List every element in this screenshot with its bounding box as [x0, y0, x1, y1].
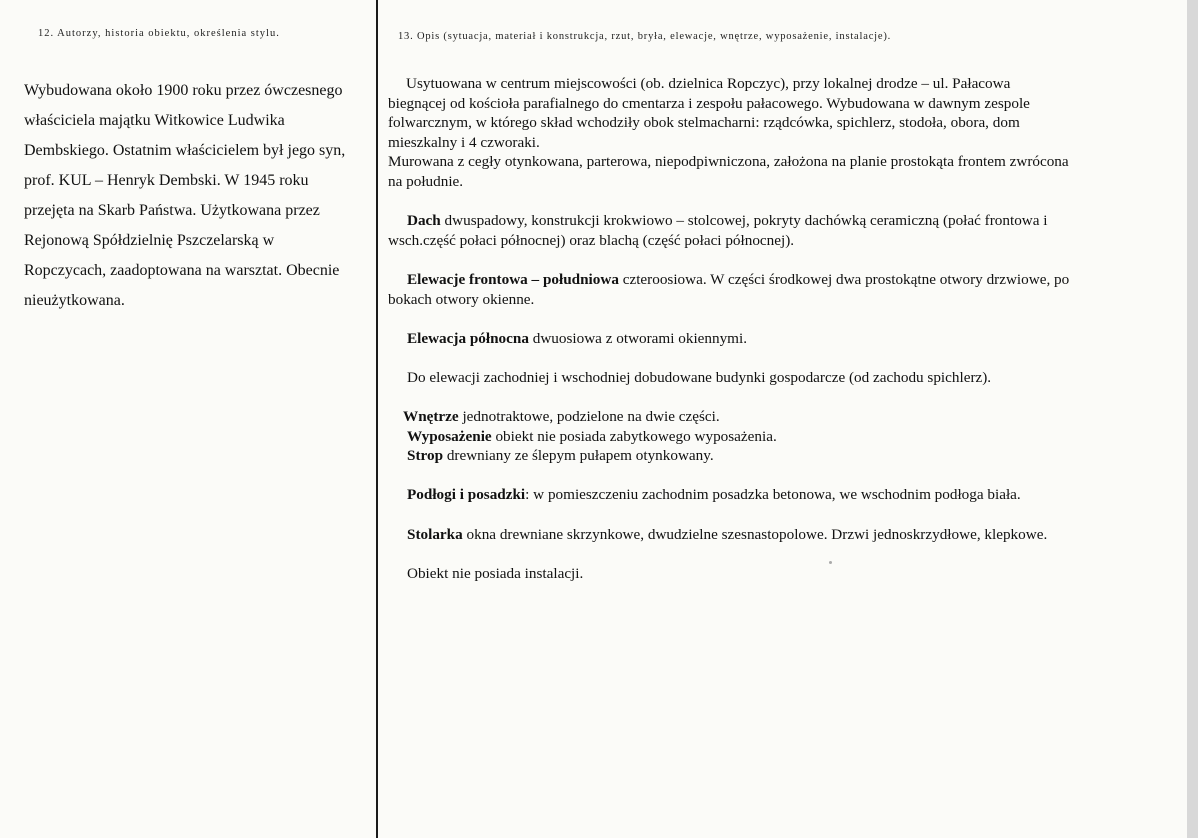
history-line: właściciela majątku Witkowice Ludwika — [24, 112, 285, 129]
front-elevation-line: bokach otwory okienne. — [388, 290, 535, 308]
history-text — [24, 76, 370, 316]
material-line: na południe. — [388, 172, 464, 190]
history-line: Ropczycach, zaadoptowana na warsztat. Obecnie — [24, 262, 340, 279]
joinery-label: Stolarka — [407, 525, 463, 543]
interior-text: jednotraktowe, podzielone na dwie części. — [458, 408, 720, 426]
annex-paragraph: Do elewacji zachodniej i wschodniej dobudowane budynki gospodarcze (od zachodu spichlerz). — [407, 368, 992, 386]
history-line: przejęta na Skarb Państwa. Użytkowana przez — [24, 202, 320, 219]
joinery-paragraph — [388, 525, 1148, 545]
situation-line: folwarcznym, w którego skład wchodziły obok stelmacharni: rządcówka, spichlerz, stodoła, obora, dom — [388, 114, 1020, 132]
page-edge — [1187, 0, 1198, 838]
history-heading: 12. Autorzy, historia obiektu, określenia stylu. — [38, 28, 280, 39]
ceiling-text: drewniany ze ślepym pułapem otynkowany. — [443, 447, 714, 465]
history-line: Dembskiego. Ostatnim właścicielem był jego syn, — [24, 142, 346, 159]
north-elevation-label: Elewacja północna — [407, 329, 529, 347]
furnishing-label: Wyposażenie — [407, 427, 492, 445]
ceiling-label: Strop — [407, 447, 444, 465]
north-elevation-text: dwuosiowa z otworami okiennymi. — [528, 329, 748, 347]
north-elevation-paragraph — [388, 329, 1148, 349]
history-line: Rejonową Spółdzielnię Pszczelarską w — [24, 232, 275, 249]
front-elevation-label: Elewacje frontowa – południowa — [407, 270, 619, 288]
furnishing-text: obiekt nie posiada zabytkowego wyposażenia. — [491, 427, 777, 445]
roof-label: Dach — [407, 212, 441, 230]
situation-line: mieszkalny i 4 czworaki. — [388, 133, 540, 151]
description-text — [388, 74, 1148, 583]
front-elevation-text: czteroosiowa. W części środkowej dwa prostokątne otwory drzwiowe, po — [618, 270, 1070, 288]
situation-line: Usytuowana w centrum miejscowości (ob. dzielnica Ropczyc), przy lokalnej drodze – ul. Pałacowa — [406, 75, 1011, 92]
situation-line: biegnącej od kościoła parafialnego do cmentarza i zespołu pałacowego. Wybudowana w dawnym zespole — [388, 94, 1030, 112]
front-elevation-paragraph — [388, 270, 1148, 290]
floors-paragraph — [388, 485, 1148, 505]
interior-label: Wnętrze — [403, 408, 459, 426]
column-divider — [376, 0, 378, 838]
history-line: nieużytkowana. — [24, 292, 125, 309]
scan-speck — [829, 561, 832, 564]
installations-paragraph: Obiekt nie posiada instalacji. — [407, 564, 584, 582]
interior-paragraph — [388, 407, 1148, 427]
history-line: Wybudowana około 1900 roku przez ówczesnego — [24, 82, 343, 99]
description-heading: 13. Opis (sytuacja, materiał i konstrukcja, rzut, bryła, elewacje, wnętrze, wyposażenie, instalacje). — [398, 31, 892, 42]
furnishing-paragraph — [388, 427, 1148, 447]
ceiling-paragraph — [388, 446, 1148, 466]
roof-paragraph — [388, 211, 1148, 231]
roof-line: wsch.część połaci północnej) oraz blachą (część połaci północnej). — [388, 231, 795, 249]
floors-text: : w pomieszczeniu zachodnim posadzka betonowa, we wschodnim podłoga biała. — [525, 486, 1021, 504]
roof-text: dwuspadowy, konstrukcji krokwiowo – stolcowej, pokryty dachówką ceramiczną (połać frontowa i — [440, 212, 1048, 230]
floors-label: Podłogi i posadzki — [407, 486, 526, 504]
material-line: Murowana z cegły otynkowana, parterowa, niepodpiwniczona, założona na planie prostokąta frontem zwrócona — [388, 153, 1069, 171]
joinery-text: okna drewniane skrzynkowe, dwudzielne szesnastopolowe. Drzwi jednoskrzydłowe, klepkowe. — [462, 525, 1048, 543]
history-line: prof. KUL – Henryk Dembski. W 1945 roku — [24, 172, 309, 189]
